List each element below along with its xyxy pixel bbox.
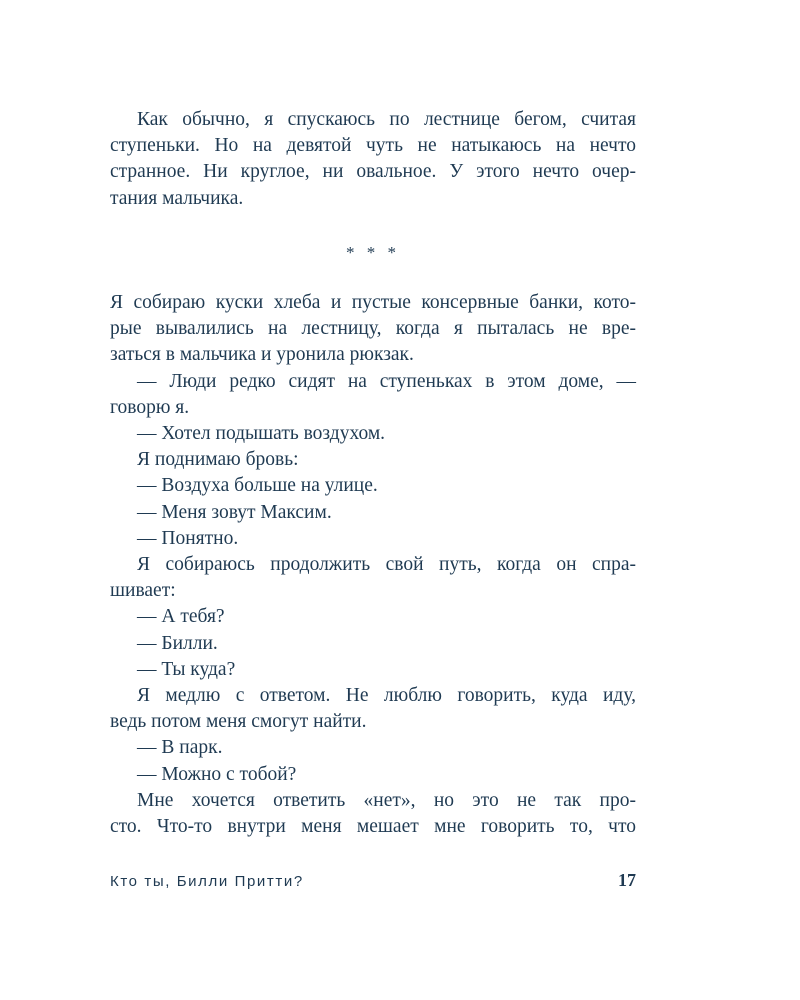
text-line: — Билли. [137,632,218,654]
text-line: шивает: [110,580,176,602]
text-line: говорю я. [110,396,190,418]
text-line: — Люди редко сидят на ступеньках в этом доме, — [137,370,636,392]
page-number: 17 [618,870,636,890]
text-line: странное. Ни круглое, ни овальное. У этого нечто очер- [110,161,636,183]
text-line: тания мальчика. [110,187,244,209]
text-line: — Ты куда? [137,658,236,680]
text-line: Я собираюсь продолжить свой путь, когда он спра- [137,554,636,575]
text-line: Я поднимаю бровь: [137,449,299,471]
text-line: — Меня зовут Максим. [137,501,332,523]
text-line: — В парк. [137,737,223,759]
text-line: сто. Что-то внутри меня мешает мне говорить то, что [110,816,636,837]
text-line: рые вывалились на лестницу, когда я пыталась не вре- [110,318,636,340]
text-line: — Хотел подышать воздухом. [137,423,386,444]
text-line: Как обычно, я спускаюсь по лестнице бегом, считая [137,109,636,130]
text-line: — А тебя? [137,606,225,628]
text-line: — Понятно. [137,527,239,549]
text-line: — Можно с тобой? [137,763,297,785]
running-footer-title: Кто ты, Билли Притти? [110,873,304,890]
text-line: Я собираю куски хлеба и пустые консервные банки, кото- [110,292,636,313]
text-line: ступеньки. Но на девятой чуть не натыкаюсь на нечто [110,135,636,157]
section-separator: * * * [346,243,400,262]
text-line: ведь потом меня смогут найти. [110,711,367,733]
text-line: — Воздуха больше на улице. [137,475,378,497]
text-line: Мне хочется ответить «нет», но это не так про- [137,789,636,811]
text-line: Я медлю с ответом. Не люблю говорить, куда иду, [137,685,636,706]
text-line: заться в мальчика и уронила рюкзак. [110,344,414,366]
